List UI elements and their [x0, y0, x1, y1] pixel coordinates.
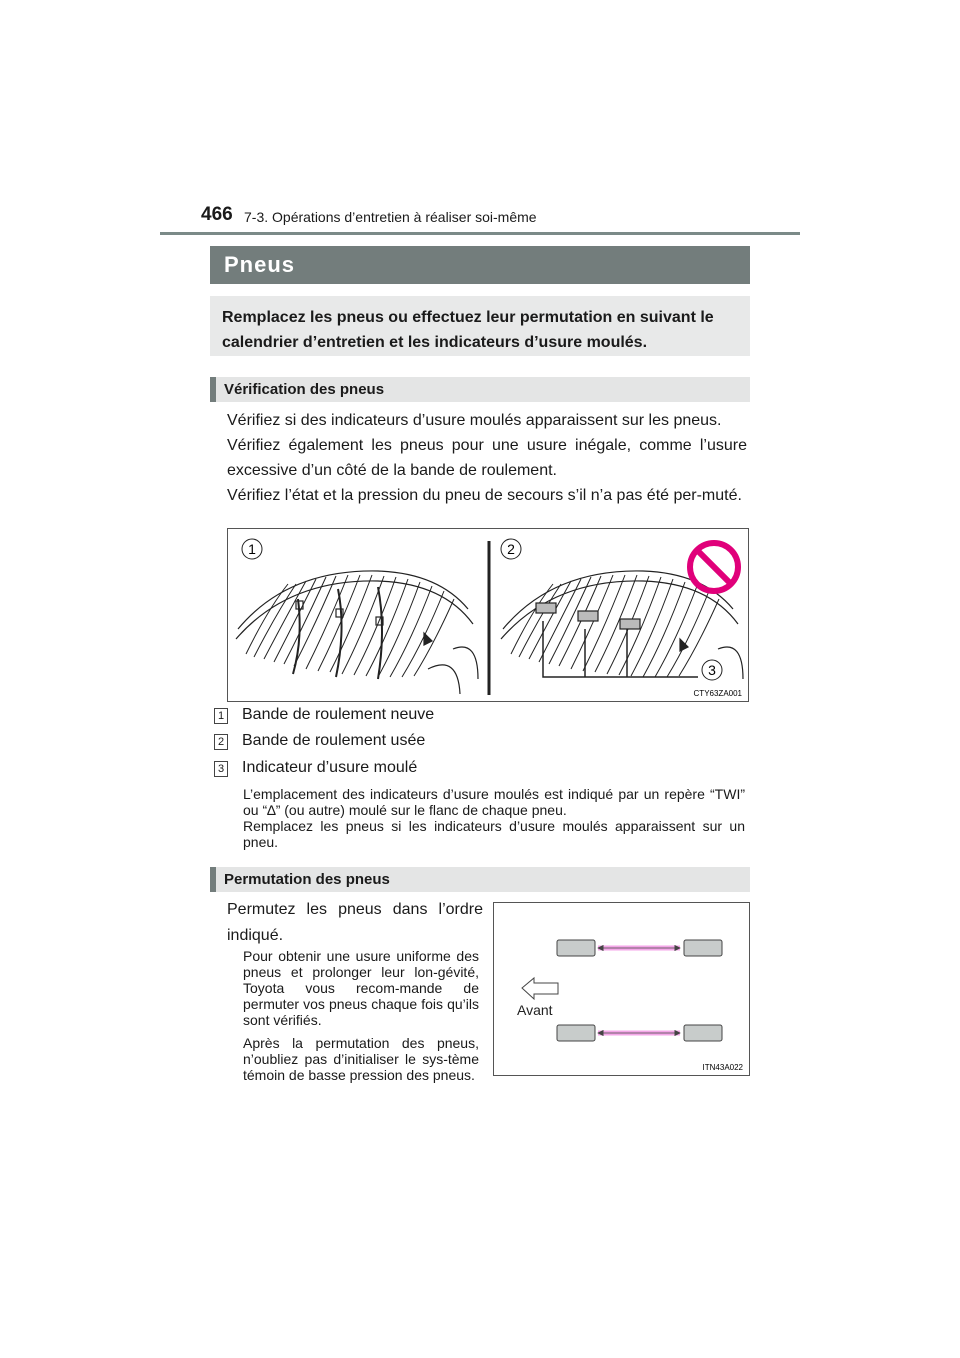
callout-2: 2: [507, 541, 515, 557]
front-label: Avant: [517, 1002, 553, 1018]
tread-illustration: [228, 529, 748, 701]
callout-3: 3: [708, 662, 716, 678]
verification-notes: [243, 786, 745, 850]
legend-number: 1: [214, 708, 228, 724]
callout-1: 1: [248, 541, 256, 557]
prohibited-icon: [690, 543, 738, 591]
tire-rear-left: [557, 1025, 595, 1041]
note-paragraph: Pour obtenir une usure uniforme des pneus et prolonger leur lon-gévité, Toyota vous recom-mande de permuter vos pneus chaque fois qu’ils sont vérifiés.: [243, 948, 479, 1028]
verification-paragraph: Vérifiez si des indicateurs d’usure moulés apparaissent sur les pneus.: [227, 412, 722, 429]
legend-number: 2: [214, 734, 228, 750]
subheading-verification: [210, 377, 750, 402]
rotation-notes: [243, 948, 479, 1090]
tire-front-right: [684, 940, 722, 956]
legend-number: 3: [214, 761, 228, 777]
verification-body: [227, 408, 747, 508]
tread-figure: [227, 528, 749, 702]
legend-text: Bande de roulement usée: [242, 732, 426, 749]
header-rule: [160, 232, 800, 235]
rotation-figure: [493, 902, 750, 1076]
figure-code: CTY63ZA001: [693, 689, 742, 698]
note-paragraph: L’emplacement des indicateurs d’usure moulés est indiqué par un repère “TWI” ou “∆” (ou autre) moulé sur le flanc de chaque pneu.: [243, 786, 745, 818]
page-number: 466: [201, 204, 233, 225]
subheading-rotation-text: Permutation des pneus: [224, 871, 390, 888]
rotation-diagram: [494, 903, 749, 1075]
tire-rear-right: [684, 1025, 722, 1041]
subheading-verification-text: Vérification des pneus: [224, 381, 385, 398]
intro-text: Remplacez les pneus ou effectuez leur permutation en suivant le calendrier d’entretien et les indicateurs d’usure moulés.: [222, 309, 714, 351]
section-title-bar: [210, 246, 750, 284]
figure-code: ITN43A022: [702, 1063, 743, 1072]
legend-text: Bande de roulement neuve: [242, 706, 435, 723]
chapter-title: 7-3. Opérations d’entretien à réaliser soi-même: [244, 209, 537, 225]
intro-box: [210, 296, 750, 356]
note-paragraph: Remplacez les pneus si les indicateurs d’usure moulés apparaissent sur un pneu.: [243, 818, 745, 850]
tire-front-left: [557, 940, 595, 956]
front-direction-arrow: [522, 978, 558, 999]
rotation-body: Permutez les pneus dans l’ordre indiqué.: [227, 901, 483, 944]
note-paragraph: Après la permutation des pneus, n’oubliez pas d’initialiser le sys-tème témoin de basse pression des pneus.: [243, 1035, 479, 1083]
verification-paragraph: Vérifiez l’état et la pression du pneu de secours s’il n’a pas été per-muté.: [227, 487, 742, 504]
verification-paragraph: Vérifiez également les pneus pour une usure inégale, comme l’usure excessive d’un côté de la bande de roulement.: [227, 437, 747, 479]
legend-text: Indicateur d’usure moulé: [242, 759, 418, 776]
subheading-rotation: [210, 867, 750, 892]
section-title: Pneus: [224, 252, 296, 277]
